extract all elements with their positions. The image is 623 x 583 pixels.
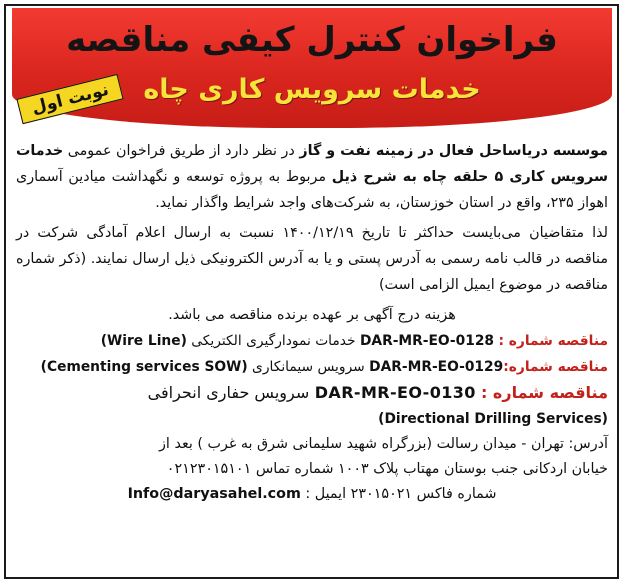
- instructions-paragraph: لذا متقاضیان می‌بایست حداکثر تا تاریخ ۱۴۰۰/۱۲/۱۹ نسبت به ارسال اعلام آمادگی شرکت در مناقصه در قالب نامه رسمی به آدرس پستی و یا به آدرس الکترونیکی ذیل ارسال نمایند. (ذکر شماره مناقصه در موضوع ایمیل الزامی است): [16, 225, 608, 293]
- intro-paragraph: [16, 138, 608, 216]
- email-address[interactable]: Info@daryasahel.com: [127, 486, 301, 502]
- tender-label: مناقصه شماره:: [503, 359, 608, 375]
- address-line-2: خیابان اردکانی جنب بوستان مهتاب پلاک ۱۰۰۳ شماره تماس ۰۲۱۲۳۰۱۵۱۰۱: [166, 461, 608, 477]
- company-name: موسسه درياساحل فعال در زمينه نفت و گاز: [299, 143, 608, 159]
- tender-item-0128: [16, 328, 608, 354]
- fee-note: هزینه درج آگهی بر عهده برنده مناقصه می باشد.: [168, 307, 456, 323]
- tender-label: مناقصه شماره :: [480, 383, 608, 402]
- tender-code: DAR-MR-EO-0128: [359, 333, 495, 349]
- header-banner: [12, 8, 612, 128]
- service-scope: خدمات سرويس كارى ۵ حلقه چاه به شرح ذيل: [16, 143, 608, 185]
- tender-code: DAR-MR-EO-0130: [314, 383, 476, 402]
- tender-item-0129: [16, 354, 608, 380]
- notice-title: فراخوان کنترل کیفی مناقصه: [66, 20, 558, 60]
- address-line-1: آدرس: تهران - میدان رسالت (بزرگراه شهید سلیمانی شرق به غرب ) بعد از: [159, 436, 608, 452]
- intro-text-1: در نظر دارد از طریق فراخوان عمومی: [63, 143, 300, 159]
- contact-line: [16, 482, 608, 507]
- tender-label: مناقصه شماره :: [498, 333, 608, 349]
- tender-desc: خدمات نمودارگیری الکتریکی: [186, 333, 360, 349]
- fax-number: شماره فاکس ۲۳۰۱۵۰۲۱ ایمیل :: [300, 486, 497, 502]
- round-badge: نوبت اول: [16, 74, 124, 125]
- tender-desc-en: (Wire Line): [100, 333, 187, 349]
- notice-body: [16, 138, 608, 507]
- tender-desc-en: (Directional Drilling Services): [378, 411, 608, 427]
- tender-desc-en: (Cementing services SOW): [40, 359, 248, 375]
- intro-text-2: مربوط به پروژه توسعه و نگهداشت میادین آسماری اهواز ۲۳۵، واقع در استان خوزستان، به شرکت‌های واجد شرایط واگذار نماید.: [16, 169, 608, 211]
- tender-item-0130: [16, 380, 608, 406]
- tender-desc-en-0130: [16, 406, 608, 432]
- tender-desc: سرویس سیمانکاری: [247, 359, 370, 375]
- notice-subtitle: خدمات سرویس کاری چاه: [143, 74, 481, 105]
- tender-desc: سرویس حفاری انحرافی: [147, 383, 315, 402]
- tender-code: DAR-MR-EO-0129: [369, 359, 504, 375]
- tender-notice: [4, 4, 619, 579]
